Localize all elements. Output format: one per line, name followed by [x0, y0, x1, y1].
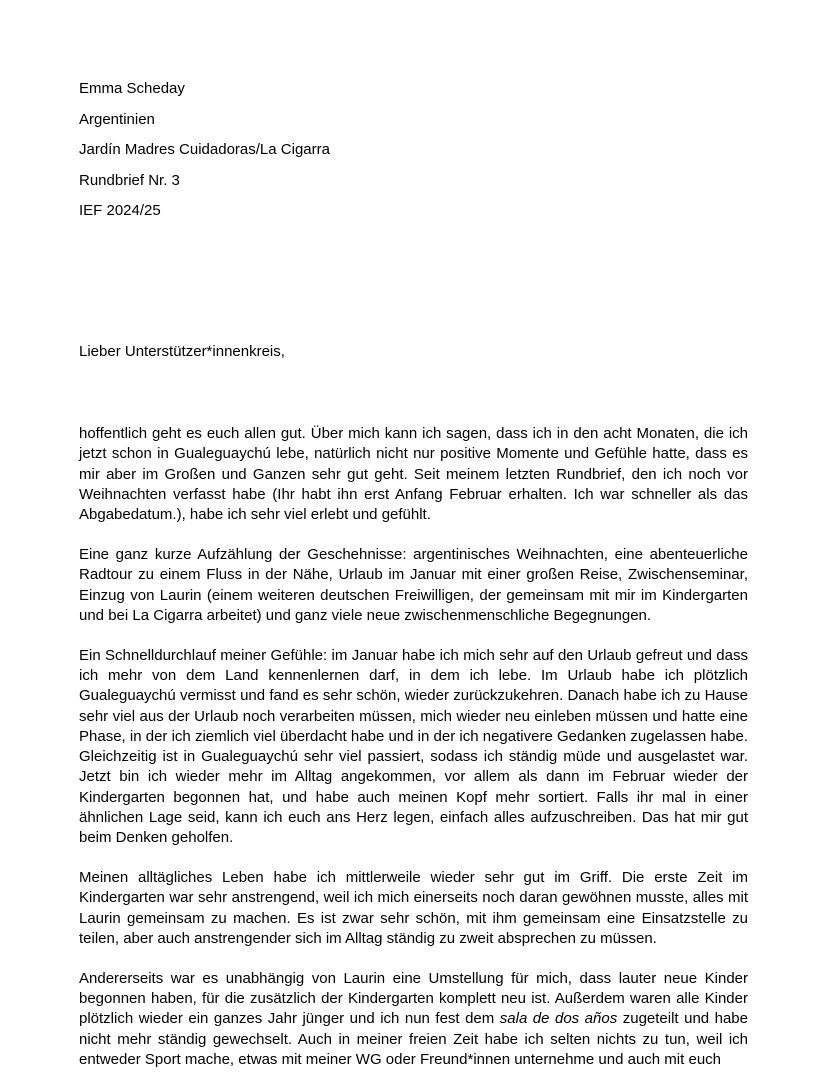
paragraph: hoffentlich geht es euch allen gut. Über mich kann ich sagen, dass ich in den acht Monaten, die ich jetzt schon in Gualeguaychú lebe, natürlich nicht nur positive Momente und Gefühle hatte, dass es mir aber im Großen und Ganzen sehr gut geht. Seit meinem letzten Rundbrief, den ich noch vor Weihnachten verfasst habe (Ihr habt ihn erst Anfang Februar erhalten. Ich war schneller als das Abgabedatum.), habe ich sehr viel erlebt und gefühlt.	[79, 425, 748, 524]
paragraph: Eine ganz kurze Aufzählung der Geschehnisse: argentinisches Weihnachten, eine abenteuerliche Radtour zu einem Fluss in der Nähe, Urlaub im Januar mit einer großen Reise, Zwischenseminar, Einzug von Laurin (einem weiteren deutschen Freiwilligen, der gemeinsam mit mir im Kindergarten und bei La Cigarra arbeitet) und ganz viele neue zwischenmenschliche Begegnungen.	[79, 545, 748, 624]
country: Argentinien	[79, 110, 155, 128]
paragraph-text: zugeteilt und habe nicht mehr ständig gewechselt. Auch in meiner freien Zeit habe ich selten nichts zu tun, weil ich entweder Sport mache, etwas mit meiner WG oder Freund*innen unternehme und auch mit euch	[79, 1010, 748, 1069]
salutation: Lieber Unterstützer*innenkreis,	[79, 343, 285, 360]
paragraph	[79, 969, 748, 1070]
letter-body	[79, 424, 748, 1090]
newsletter-number: Rundbrief Nr. 3	[79, 171, 180, 189]
paragraph: Ein Schnelldurchlauf meiner Gefühle: im Januar habe ich mich sehr auf den Urlaub gefreut und dass ich mehr von dem Land kennenlernen darf, in dem ich lebe. Im Urlaub habe ich plötzlich Gualeguaychú vermisst und fand es sehr schön, wieder zurückzukehren. Danach habe ich zu Hause sehr viel aus der Urlaub noch verarbeiten müssen, mich wieder neu einleben müssen und hatte eine Phase, in der ich ziemlich viel überdacht habe und in der ich negativere Gedanken zugelassen habe. Gleichzeitig ist in Gualeguaychú sehr viel passiert, sodass ich ständig müde und ausgelastet war. Jetzt bin ich wieder mehr im Alltag angekommen, vor allem als dann im Februar wieder der Kindergarten begonnen hat, und habe auch meinen Kopf mehr sortiert. Falls ihr mal in einer ähnlichen Lage seid, kann ich euch ans Herz legen, einfach alles aufzuschreiben. Das hat mir gut beim Denken geholfen.	[79, 646, 748, 847]
author-name: Emma Scheday	[79, 80, 185, 97]
placement-organization: Jardín Madres Cuidadoras/La Cigarra	[79, 141, 330, 158]
italic-term: sala de dos años	[499, 1010, 618, 1028]
paragraph: Meinen alltägliches Leben habe ich mittlerweile wieder sehr gut im Griff. Die erste Zeit im Kindergarten war sehr anstrengend, weil ich mich einerseits noch daran gewöhnen musste, alles mit Laurin gemeinsam zu machen. Es ist zwar sehr schön, mit ihm gemeinsam eine Einsatzstelle zu teilen, aber auch anstrengender sich im Alltag ständig zu zweit absprechen zu müssen.	[79, 869, 748, 948]
program-year: IEF 2024/25	[79, 202, 161, 219]
letter-header	[79, 79, 749, 232]
paragraph-text: Andererseits war es unabhängig von Laurin eine Umstellung für mich, dass lauter neue Kinder begonnen haben, für die zusätzlich der Kindergarten komplett neu ist. Außerdem waren alle Kinder plötzlich wieder ein ganzes Jahr jünger und ich nun fest dem	[79, 969, 748, 1028]
